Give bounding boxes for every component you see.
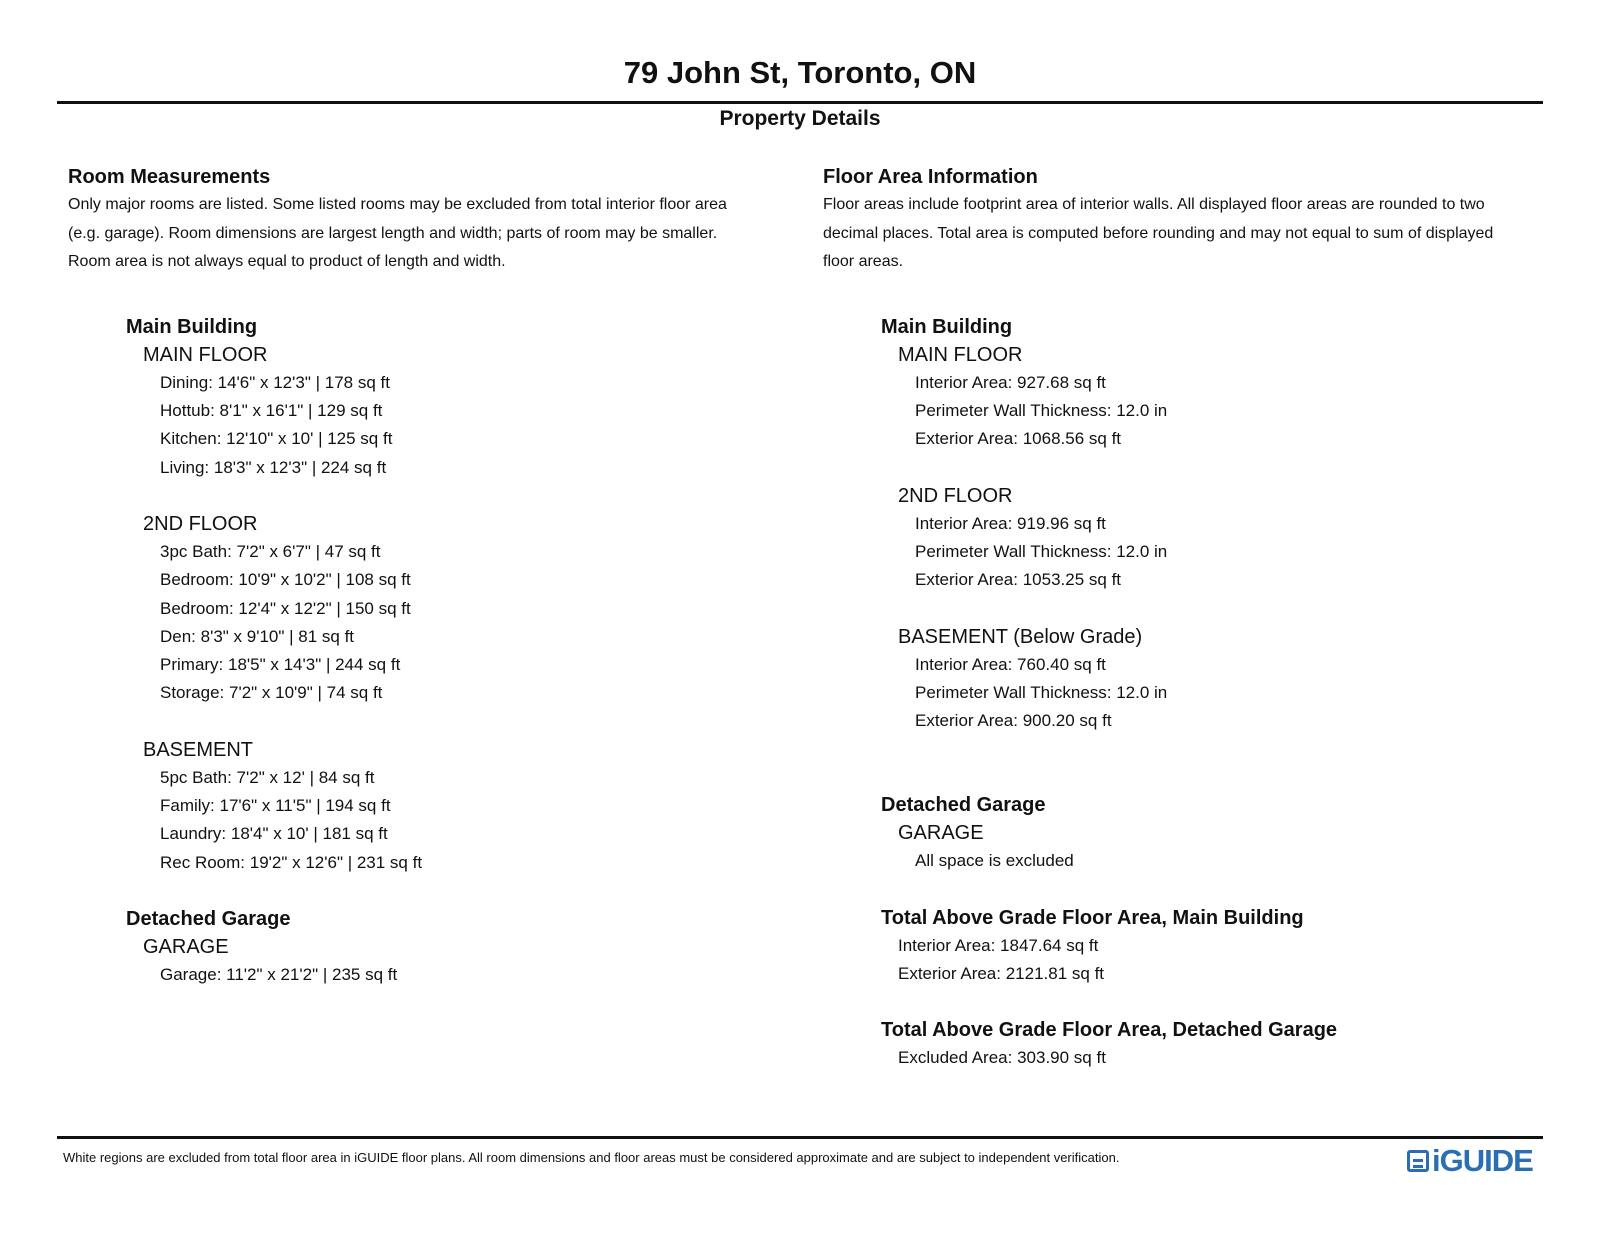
floor-name: MAIN FLOOR bbox=[898, 343, 1023, 366]
rm-detached-garage bbox=[68, 905, 788, 989]
room-measurements-section bbox=[68, 163, 788, 989]
floor-group bbox=[68, 736, 788, 877]
building-name: Detached Garage bbox=[126, 907, 291, 930]
iguide-logo-text: iGUIDE bbox=[1432, 1143, 1533, 1178]
floor-name: 2ND FLOOR bbox=[143, 512, 258, 535]
room-measurements-description-line: Room area is not always equal to product of length and width. bbox=[68, 253, 506, 271]
room-row: Rec Room: 19'2" x 12'6" | 231 sq ft bbox=[160, 852, 423, 872]
fa-main-building bbox=[823, 313, 1558, 736]
room-row: Primary: 18'5" x 14'3" | 244 sq ft bbox=[160, 655, 401, 675]
room-row: 3pc Bath: 7'2" x 6'7" | 47 sq ft bbox=[160, 541, 381, 561]
area-row: Exterior Area: 1053.25 sq ft bbox=[915, 570, 1122, 590]
floor-area-description-line: floor areas. bbox=[823, 253, 904, 271]
page-subtitle: Property Details bbox=[719, 107, 881, 130]
total-main-building bbox=[823, 904, 1558, 989]
room-row: 5pc Bath: 7'2" x 12' | 84 sq ft bbox=[160, 767, 375, 787]
total-row: Excluded Area: 303.90 sq ft bbox=[898, 1048, 1106, 1068]
area-row: Perimeter Wall Thickness: 12.0 in bbox=[915, 401, 1168, 421]
footer-disclaimer: White regions are excluded from total floor area in iGUIDE floor plans. All room dimensions and floor areas must be considered approximate and are subject to independent verification. bbox=[63, 1150, 1120, 1165]
floor-group bbox=[823, 623, 1558, 736]
floor-area-heading: Floor Area Information bbox=[823, 166, 1038, 188]
rm-main-building bbox=[68, 313, 788, 877]
room-measurements-heading: Room Measurements bbox=[68, 166, 271, 188]
floor-name: GARAGE bbox=[898, 822, 984, 845]
area-row: Exterior Area: 900.20 sq ft bbox=[915, 711, 1112, 731]
total-heading: Total Above Grade Floor Area, Detached Garage bbox=[881, 1019, 1338, 1042]
room-measurements-description-line: Only major rooms are listed. Some listed rooms may be excluded from total interior floor area bbox=[68, 196, 727, 213]
garage-note: All space is excluded bbox=[915, 851, 1074, 871]
building-name: Main Building bbox=[881, 315, 1013, 338]
area-row: Exterior Area: 1068.56 sq ft bbox=[915, 429, 1122, 449]
total-heading: Total Above Grade Floor Area, Main Building bbox=[881, 906, 1304, 929]
room-row: Family: 17'6" x 11'5" | 194 sq ft bbox=[160, 796, 391, 816]
room-measurements-description-line: (e.g. garage). Room dimensions are largest length and width; parts of room may be smaller. bbox=[68, 224, 718, 242]
floor-area-description-line: Floor areas include footprint area of interior walls. All displayed floor areas are rounded to two bbox=[823, 196, 1485, 213]
floor-area-description-line: decimal places. Total area is computed before rounding and may not equal to sum of displayed bbox=[823, 224, 1494, 242]
building-name: Detached Garage bbox=[881, 794, 1046, 817]
iguide-logo-icon bbox=[1407, 1150, 1429, 1172]
room-row: Living: 18'3" x 12'3" | 224 sq ft bbox=[160, 457, 387, 477]
building-name: Main Building bbox=[126, 315, 258, 338]
area-row: Perimeter Wall Thickness: 12.0 in bbox=[915, 682, 1168, 702]
header-divider bbox=[57, 101, 1543, 104]
total-detached-garage bbox=[823, 1016, 1558, 1072]
room-row: Bedroom: 12'4" x 12'2" | 150 sq ft bbox=[160, 598, 411, 618]
floor-name: GARAGE bbox=[143, 935, 229, 958]
area-row: Interior Area: 919.96 sq ft bbox=[915, 513, 1106, 533]
floor-group bbox=[823, 341, 1558, 454]
floor-area-section bbox=[823, 163, 1558, 1073]
fa-detached-garage bbox=[823, 791, 1558, 875]
footer-divider bbox=[57, 1136, 1543, 1139]
floor-name: MAIN FLOOR bbox=[143, 343, 268, 366]
total-row: Exterior Area: 2121.81 sq ft bbox=[898, 964, 1105, 984]
room-row: Garage: 11'2" x 21'2" | 235 sq ft bbox=[160, 964, 398, 984]
room-row: Hottub: 8'1" x 16'1" | 129 sq ft bbox=[160, 401, 383, 421]
floor-group bbox=[68, 510, 788, 708]
room-row: Dining: 14'6" x 12'3" | 178 sq ft bbox=[160, 372, 390, 392]
room-row: Bedroom: 10'9" x 10'2" | 108 sq ft bbox=[160, 570, 411, 590]
area-row: Interior Area: 927.68 sq ft bbox=[915, 372, 1106, 392]
room-row: Kitchen: 12'10" x 10' | 125 sq ft bbox=[160, 429, 393, 449]
floor-name: BASEMENT bbox=[143, 738, 254, 761]
room-row: Storage: 7'2" x 10'9" | 74 sq ft bbox=[160, 683, 383, 703]
iguide-logo bbox=[1407, 1143, 1533, 1178]
floor-name: 2ND FLOOR bbox=[898, 484, 1013, 507]
floor-group bbox=[823, 482, 1558, 595]
room-row: Den: 8'3" x 9'10" | 81 sq ft bbox=[160, 626, 355, 646]
floor-group bbox=[68, 341, 788, 482]
page-title: 79 John St, Toronto, ON bbox=[623, 55, 977, 90]
total-row: Interior Area: 1847.64 sq ft bbox=[898, 935, 1099, 955]
room-row: Laundry: 18'4" x 10' | 181 sq ft bbox=[160, 824, 388, 844]
area-row: Perimeter Wall Thickness: 12.0 in bbox=[915, 541, 1168, 561]
area-row: Interior Area: 760.40 sq ft bbox=[915, 654, 1106, 674]
floor-name: BASEMENT (Below Grade) bbox=[898, 625, 1143, 648]
